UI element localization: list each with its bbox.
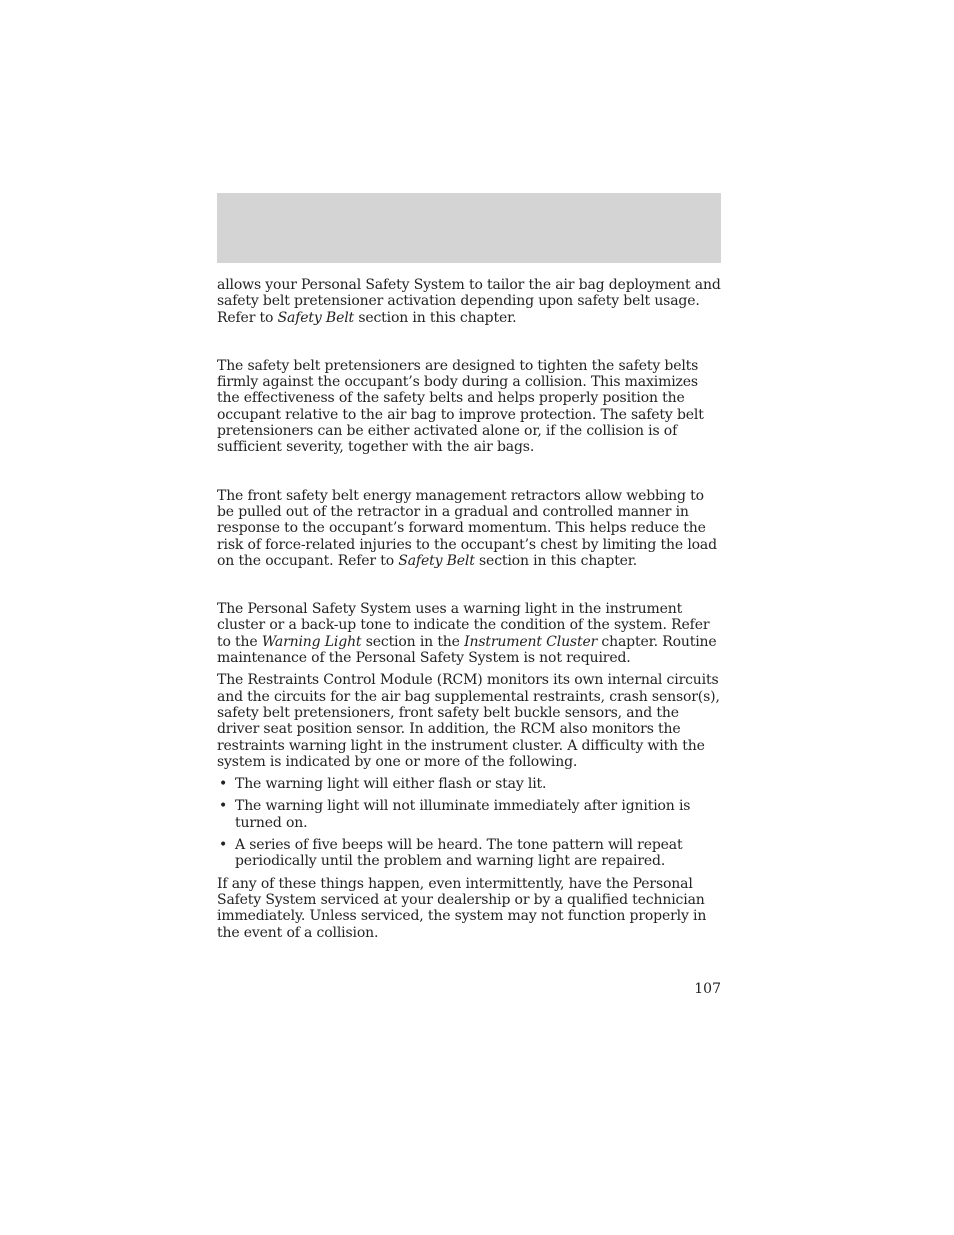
list-item: • A series of five beeps will be heard. The tone pattern will repeat periodically until the problem and warning light are repaired. — [219, 837, 683, 870]
bullet-icon: • — [219, 837, 228, 854]
list-item: • The warning light will not illuminate immediately after ignition is turned on. — [219, 798, 691, 831]
paragraph-service-advice: If any of these things happen, even intermittently, have the Personal Safety System serviced at your dealership or by a qualified technician immediately. Unless serviced, the system may not function properly in the event of a collision. — [217, 875, 707, 941]
page-number: 107 — [694, 981, 721, 997]
paragraph-warning-light: The Personal Safety System uses a warning light in the instrument cluster or a back-up tone to indicate the condition of the system. Refer to the Warning Light section in the Instrument Cluster chapter. Routine maintenance of the Personal Safety System is not required. — [217, 601, 717, 667]
paragraph-rcm: The Restraints Control Module (RCM) monitors its own internal circuits and the circuits for the air bag supplemental restraints, crash sensor(s), safety belt pretensioners, front safety belt buckle sensors, and the driver seat position sensor. In addition, the RCM also monitors the restraints warning light in the instrument cluster. A difficulty with the system is indicated by one or more of the following. — [217, 672, 720, 770]
paragraph-energy-retractors: The front safety belt energy management retractors allow webbing to be pulled out of the retractor in a gradual and controlled manner in response to the occupant’s forward momentum. This helps reduce the risk of force-related injuries to the occupant’s chest by limiting the load on the occupant. Refer to Safety Belt section in this chapter. — [217, 487, 717, 569]
section-header-bar — [217, 193, 721, 263]
bullet-icon: • — [219, 776, 228, 793]
paragraph-occupant-classification: allows your Personal Safety System to tailor the air bag deployment and safety belt pretensioner activation depending upon safety belt usage. Refer to Safety Belt section in this chapter. — [217, 277, 721, 326]
bullet-icon: • — [219, 798, 228, 815]
symptom-list — [217, 776, 723, 869]
list-item: • The warning light will either flash or stay lit. — [219, 776, 547, 793]
paragraph-pretensioners: The safety belt pretensioners are designed to tighten the safety belts firmly against the occupant’s body during a collision. This maximizes the effectiveness of the safety belts and helps properly position the occupant relative to the air bag to improve protection. The safety belt pretensioners can be either activated alone or, if the collision is of sufficient severity, together with the air bags. — [217, 357, 704, 456]
page-body — [217, 277, 723, 941]
